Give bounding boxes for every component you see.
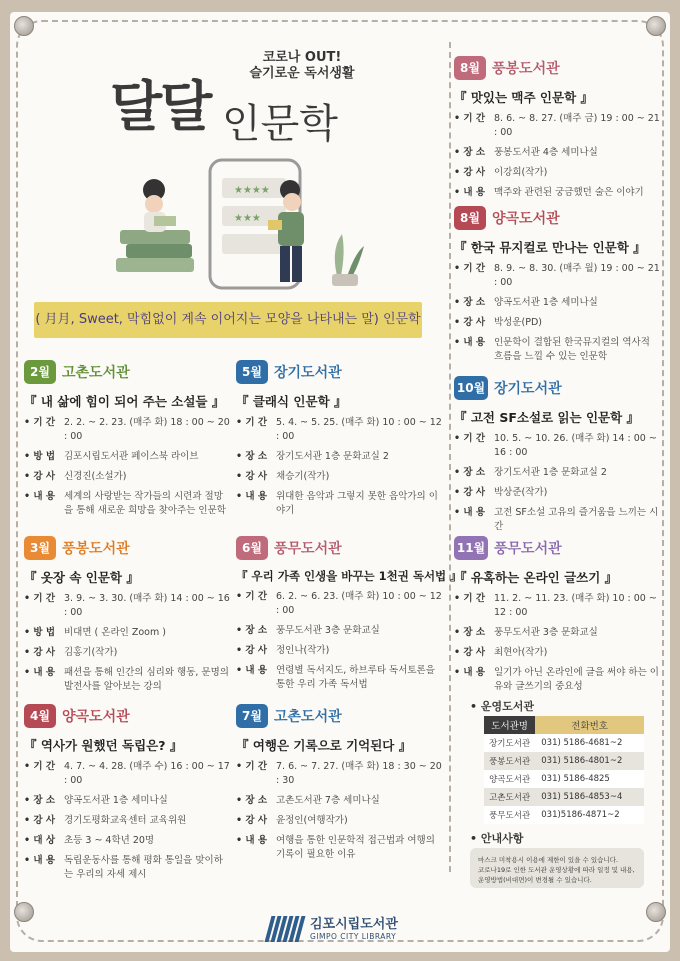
month-badge: 11월 <box>454 536 488 560</box>
info-row: • 내 용 세계의 사랑받는 작가들의 시련과 절망을 통해 새로운 희망을 찾아주는 인문학 <box>24 491 226 516</box>
table-row: 풍봉도서관 031) 5186-4801~2 <box>484 752 644 770</box>
info-row: • 방 법 비대면 ( 온라인 Zoom ) <box>24 627 166 638</box>
library-name: 양곡도서관 <box>62 709 130 725</box>
library-name-ko: 김포시립도서관 <box>310 916 398 932</box>
month-badge: 4월 <box>24 704 56 728</box>
info-row: • 기 간 7. 6. ~ 7. 27. (매주 화) 18 : 30 ~ 20 : 30 <box>236 761 442 786</box>
table-header: 도서관명 <box>484 716 535 734</box>
header-line1: 코로나 OUT! <box>262 50 342 65</box>
info-row: • 강 사 채승기(작가) <box>236 471 330 482</box>
section-may <box>236 360 444 518</box>
notice-line: 코로나19로 인한 도서관 운영상황에 따라 일정 및 내용, 운영방법(비대면)이 변경될 수 있습니다. <box>478 866 635 884</box>
month-badge: 6월 <box>236 536 268 560</box>
info-row: • 장 소 양곡도서관 1층 세미나실 <box>24 795 168 806</box>
program-title: 『 맛있는 맥주 인문학 』 <box>454 90 594 105</box>
month-badge: 3월 <box>24 536 56 560</box>
corner-pin-icon <box>14 16 34 36</box>
contact-table <box>484 716 644 824</box>
info-row: • 강 사 김홍기(작가) <box>24 647 118 658</box>
info-row: • 강 사 경기도평화교육센터 교육위원 <box>24 815 187 826</box>
reading-people-illustration <box>110 150 370 290</box>
program-title: 『 우리 가족 인생을 바꾸는 1천권 독서법 』 <box>236 569 462 583</box>
info-row: • 장 소 고촌도서관 7층 세미나실 <box>236 795 380 806</box>
header-subtitle <box>232 50 372 82</box>
program-title: 『 유혹하는 온라인 글쓰기 』 <box>454 570 618 585</box>
table-row: 고촌도서관 031) 5186-4853~4 <box>484 788 644 806</box>
info-row: • 내 용 맥주와 관련된 궁금했던 술은 이야기 <box>454 187 644 198</box>
info-row: • 내 용 고전 SF소설 고유의 즐거움을 느끼는 시간 <box>454 507 659 532</box>
library-name: 양곡도서관 <box>492 211 560 227</box>
table-row: 양곡도서관 031) 5186-4825 <box>484 770 644 788</box>
month-badge: 2월 <box>24 360 56 384</box>
header-title-big: 달달 <box>110 75 211 138</box>
program-title: 『 여행은 기록으로 기억된다 』 <box>236 738 412 753</box>
info-row: • 강 사 이강희(작가) <box>454 167 548 178</box>
section-jul <box>236 704 444 862</box>
notice-line: 마스크 미착용시 이용에 제한이 있을 수 있습니다. <box>478 856 619 864</box>
program-title: 『 옷장 속 인문학 』 <box>24 570 139 585</box>
info-row: • 기 간 5. 4. ~ 5. 25. (매주 화) 10 : 00 ~ 12 : 00 <box>236 417 442 442</box>
info-row: • 내 용 독립운동사를 통해 평화 통일을 맞이하는 우리의 자세 제시 <box>24 855 223 880</box>
header-title-small: 인문학 <box>222 101 338 147</box>
contact-title: • 운영도서관 <box>470 700 534 713</box>
corner-pin-icon <box>14 902 34 922</box>
corner-pin-icon <box>646 16 666 36</box>
svg-text:★★★: ★★★ <box>234 213 261 224</box>
month-badge: 7월 <box>236 704 268 728</box>
section-nov <box>454 536 660 694</box>
svg-text:★★★★: ★★★★ <box>234 185 270 196</box>
library-name: 풍무도서관 <box>494 541 562 557</box>
notice-title: • 안내사항 <box>470 832 524 845</box>
info-row: • 기 간 6. 2. ~ 6. 23. (매주 화) 10 : 00 ~ 12 : 00 <box>236 591 442 616</box>
info-row: • 장 소 풍봉도서관 4층 세미나실 <box>454 147 598 158</box>
section-apr <box>24 704 232 882</box>
info-row: • 강 사 정인나(작가) <box>236 645 330 656</box>
info-row: • 기 간 8. 6. ~ 8. 27. (매주 금) 19 : 00 ~ 21 : 00 <box>454 113 660 138</box>
library-name: 풍무도서관 <box>274 541 342 557</box>
library-name: 풍봉도서관 <box>62 541 130 557</box>
info-row: • 기 간 4. 7. ~ 4. 28. (매주 수) 16 : 00 ~ 17 : 00 <box>24 761 230 786</box>
notice-box <box>470 848 644 888</box>
library-name: 풍봉도서관 <box>492 61 560 77</box>
info-row: • 장 소 풍무도서관 3층 문화교실 <box>454 627 598 638</box>
info-row: • 장 소 장기도서관 1층 문화교실 2 <box>236 451 389 462</box>
info-row: • 기 간 8. 9. ~ 8. 30. (매주 월) 19 : 00 ~ 21 : 00 <box>454 263 660 288</box>
program-title: 『 고전 SF소설로 읽는 인문학 』 <box>454 410 640 425</box>
section-oct <box>454 376 660 534</box>
section-aug-yanggok <box>454 206 660 364</box>
info-row: • 내 용 연령별 독서지도, 하브루타 독서토론을 통한 우리 가족 독서법 <box>236 665 435 690</box>
section-mar <box>24 536 232 694</box>
section-jun <box>236 536 462 692</box>
library-name: 장기도서관 <box>494 381 562 397</box>
month-badge: 5월 <box>236 360 268 384</box>
info-row: • 기 간 10. 5. ~ 10. 26. (매주 화) 14 : 00 ~ 16 : 00 <box>454 433 657 458</box>
section-feb <box>24 360 232 518</box>
library-name-en: GIMPO CITY LIBRARY <box>310 931 397 941</box>
title-banner: ( 月月, Sweet, 막힘없이 계속 이어지는 모양을 나타내는 말) 인문학 <box>34 302 422 338</box>
table-row: 풍무도서관 031)5186-4871~2 <box>484 806 644 824</box>
header-line2: 슬기로운 독서생활 <box>249 66 355 81</box>
month-badge: 8월 <box>454 56 486 80</box>
info-row: • 내 용 패션을 통해 인간의 심리와 행동, 문명의 발전사를 알아보는 강의 <box>24 667 229 692</box>
month-badge: 8월 <box>454 206 486 230</box>
info-row: • 장 소 장기도서관 1층 문화교실 2 <box>454 467 607 478</box>
program-title: 『 역사가 원했던 독립은? 』 <box>24 738 183 753</box>
info-row: • 기 간 3. 9. ~ 3. 30. (매주 화) 14 : 00 ~ 16 : 00 <box>24 593 230 618</box>
info-row: • 장 소 양곡도서관 1층 세미나실 <box>454 297 598 308</box>
info-row: • 강 사 신경진(소설가) <box>24 471 127 482</box>
info-row: • 기 간 2. 2. ~ 2. 23. (매주 화) 18 : 00 ~ 20 : 00 <box>24 417 230 442</box>
info-row: • 내 용 여행을 통한 인문학적 접근법과 여행의 기록이 필요한 이유 <box>236 835 435 860</box>
info-row: • 내 용 일기가 아닌 온라인에 글을 써야 하는 이유와 글쓰기의 중요성 <box>454 667 659 692</box>
info-row: • 강 사 최현아(작가) <box>454 647 548 658</box>
info-row: • 대 상 초등 3 ~ 4학년 20명 <box>24 835 155 846</box>
column-divider <box>449 42 451 872</box>
section-aug-pungbong <box>454 56 660 200</box>
library-logo-icon <box>268 916 302 942</box>
library-name: 고촌도서관 <box>62 365 130 381</box>
library-logo <box>268 916 398 942</box>
program-title: 『 한국 뮤지컬로 만나는 인문학 』 <box>454 240 646 255</box>
info-row: • 장 소 풍무도서관 3층 문화교실 <box>236 625 380 636</box>
info-row: • 내 용 위대한 음악과 그렇지 못한 음악가의 이야기 <box>236 491 438 516</box>
info-row: • 방 법 김포시립도서관 페이스북 라이브 <box>24 451 199 462</box>
month-badge: 10월 <box>454 376 488 400</box>
info-row: • 강 사 윤정인(여행작가) <box>236 815 348 826</box>
table-header: 전화번호 <box>535 716 644 734</box>
info-row: • 기 간 11. 2. ~ 11. 23. (매주 화) 10 : 00 ~ 12 : 00 <box>454 593 657 618</box>
library-name: 고촌도서관 <box>274 709 342 725</box>
corner-pin-icon <box>646 902 666 922</box>
library-name: 장기도서관 <box>274 365 342 381</box>
info-row: • 내 용 인문학이 결합된 한국뮤지컬의 역사적 흐름을 느낄 수 있는 인문학 <box>454 337 650 362</box>
info-row: • 강 사 박상준(작가) <box>454 487 548 498</box>
program-title: 『 클래식 인문학 』 <box>236 394 347 409</box>
table-row: 장기도서관 031) 5186-4681~2 <box>484 734 644 752</box>
program-title: 『 내 삶에 힘이 되어 주는 소설들 』 <box>24 394 225 409</box>
info-row: • 강 사 박성운(PD) <box>454 317 542 328</box>
